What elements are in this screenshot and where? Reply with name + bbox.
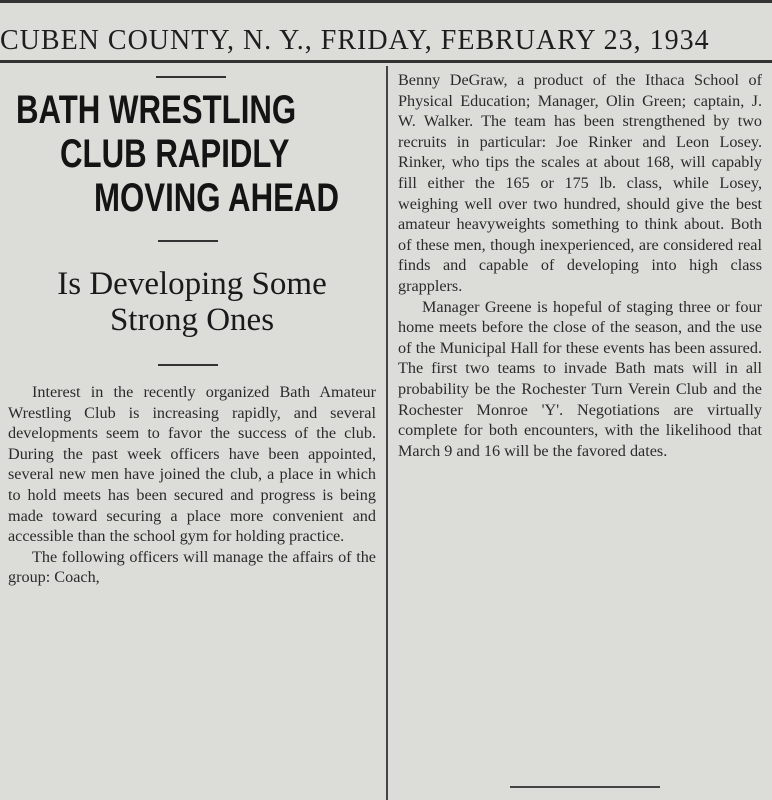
masthead-rule <box>0 60 772 63</box>
subhead-line-2: Strong Ones <box>109 302 275 338</box>
article-paragraph-3: Manager Greene is hopeful of staging three or four home meets before the close of the season, and the use of the Municipal Hall for these events has been assured. The first two teams to invade Bath mats will in all probability be the Rochester Turn Verein Club and the Rochester Monroe 'Y'. Negotiations are virtually complete for both encounters, with the likelihood that March 9 and 16 will be the favored dates. <box>398 297 762 460</box>
masthead-dateline: CUBEN COUNTY, N. Y., FRIDAY, FEBRUARY 23, 1934 <box>0 25 710 56</box>
right-column <box>398 70 762 461</box>
headline-line-2: CLUB RAPIDLY <box>60 132 290 176</box>
column-end-rule <box>510 786 660 788</box>
column-divider <box>386 66 388 800</box>
article-paragraph-1: Interest in the recently organized Bath Amateur Wrestling Club is increasing rapidly, and several developments seem to favor the success of the club. During the past week officers have been appointed, several new men have joined the club, a place in which to hold meets has been secured and progress is being made toward securing a place more convenient and accessible than the school gym for holding practice. <box>8 383 376 546</box>
article-paragraph-2-continued: Benny DeGraw, a product of the Ithaca School of Physical Education; Manager, Olin Green; captain, J. W. Walker. The team has been strengthened by two recruits in particular: Joe Rinker and Leon Losey. Rinker, who tips the scales at about 168, will capably fill either the 165 or 175 lb. class, while Losey, weighing well over two hundred, should give the best amateur heavyweights something to think about. Both of these men, though inexperienced, are considered real finds and capable of developing into high class grapplers. <box>398 71 762 295</box>
subhead-line-1: Is Developing Some <box>57 266 327 302</box>
article-paragraph-2-start: The following officers will manage the affairs of the group: Coach, <box>8 547 376 587</box>
headline-line-1: BATH WRESTLING <box>16 88 297 132</box>
headline-line-3: MOVING AHEAD <box>94 176 339 220</box>
left-column <box>8 76 376 588</box>
masthead <box>0 0 772 61</box>
